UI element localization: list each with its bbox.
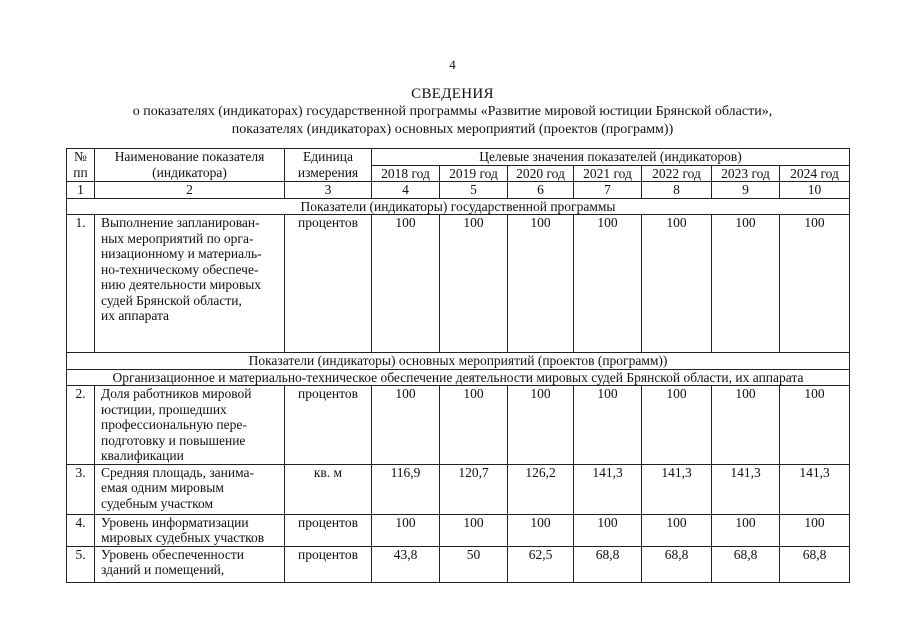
value-cell: 100: [508, 514, 574, 546]
value-cell: 100: [440, 215, 508, 353]
value-cell: 100: [574, 386, 642, 465]
header-targets: Целевые значения показателей (индикаторов): [372, 149, 850, 166]
value-cell: 100: [574, 215, 642, 353]
unit-cell: кв. м: [285, 464, 372, 514]
value-cell: 100: [712, 514, 780, 546]
col-number: 1: [67, 182, 95, 199]
col-number: 8: [642, 182, 712, 199]
indicator-name-line: Уровень информатизации: [101, 514, 249, 530]
header-num: [67, 149, 95, 182]
table-row: [67, 514, 850, 546]
col-number: 3: [285, 182, 372, 199]
table-row: [67, 386, 850, 465]
indicator-name: [95, 386, 285, 465]
table-row: [67, 464, 850, 514]
value-cell: 100: [642, 514, 712, 546]
indicator-name-line: ных мероприятий по орга-: [101, 230, 254, 246]
indicator-name-line: зданий и помещений,: [101, 562, 225, 577]
table-row: [67, 546, 850, 582]
indicator-name-line: судебным участком: [101, 495, 213, 511]
indicator-name-line: Доля работников мировой: [101, 386, 252, 401]
value-cell: 62,5: [508, 546, 574, 582]
header-num-line2: пп: [73, 164, 88, 180]
value-cell: 100: [574, 514, 642, 546]
indicator-name-line: Средняя площадь, занима-: [101, 464, 255, 480]
subsection-heading: Организационное и материально-техническое обеспечение деятельности мировых судей Брянской области, их аппарата: [67, 369, 850, 386]
unit-cell: процентов: [285, 546, 372, 582]
value-cell: 68,8: [712, 546, 780, 582]
indicator-name-line: низационному и материаль-: [101, 246, 262, 261]
header-year: 2024 год: [780, 165, 850, 182]
header-year: 2020 год: [508, 165, 574, 182]
document-subtitle-line-1: о показателях (индикаторах) государственной программы «Развитие мировой юстиции Брянской области»,: [132, 104, 773, 119]
header-unit-line1: Единица: [302, 149, 353, 164]
unit-cell: процентов: [285, 514, 372, 546]
indicator-name-line: нию деятельности мировых: [101, 277, 262, 292]
indicator-name: [95, 464, 285, 514]
header-name-line2: (индикатора): [152, 164, 227, 180]
value-cell: 100: [508, 215, 574, 353]
header-year: 2018 год: [372, 165, 440, 182]
col-number: 6: [508, 182, 574, 199]
value-cell: 100: [712, 215, 780, 353]
row-number: 2.: [67, 386, 95, 465]
indicator-name-line: юстиции, прошедших: [101, 401, 227, 417]
header-name-line1: Наименование показателя: [114, 149, 265, 164]
indicator-name: [95, 215, 285, 353]
header-year: 2023 год: [712, 165, 780, 182]
col-number: 2: [95, 182, 285, 199]
value-cell: 100: [372, 215, 440, 353]
value-cell: 116,9: [372, 464, 440, 514]
section-heading-program: Показатели (индикаторы) государственной программы: [67, 198, 850, 215]
indicator-name-line: емая одним мировым: [101, 480, 224, 495]
header-year: 2022 год: [642, 165, 712, 182]
value-cell: 100: [780, 514, 850, 546]
value-cell: 120,7: [440, 464, 508, 514]
value-cell: 68,8: [574, 546, 642, 582]
header-year: 2021 год: [574, 165, 642, 182]
value-cell: 100: [780, 386, 850, 465]
section-heading-activities: Показатели (индикаторы) основных мероприятий (проектов (программ)): [67, 353, 850, 370]
header-year: 2019 год: [440, 165, 508, 182]
value-cell: 68,8: [642, 546, 712, 582]
indicator-name-line: их аппарата: [101, 308, 170, 323]
document-title: СВЕДЕНИЯ: [411, 86, 494, 102]
col-number: 7: [574, 182, 642, 199]
row-number: 1.: [67, 215, 95, 353]
indicator-name-line: подготовку и повышение: [101, 432, 246, 448]
col-number: 5: [440, 182, 508, 199]
value-cell: 100: [642, 215, 712, 353]
row-number: 5.: [67, 546, 95, 582]
value-cell: 141,3: [642, 464, 712, 514]
column-numbers-row: [67, 182, 850, 199]
indicator-name-line: но-техническому обеспече-: [101, 261, 259, 277]
value-cell: 100: [372, 514, 440, 546]
value-cell: 43,8: [372, 546, 440, 582]
value-cell: 141,3: [712, 464, 780, 514]
header-name: [95, 149, 285, 182]
unit-cell: процентов: [285, 386, 372, 465]
document-subtitle-line-2: показателях (индикаторах) основных мероприятий (проектов (программ)): [231, 122, 674, 137]
col-number: 10: [780, 182, 850, 199]
value-cell: 100: [642, 386, 712, 465]
indicator-name-line: мировых судебных участков: [101, 530, 265, 545]
page-number: 4: [449, 57, 456, 72]
value-cell: 141,3: [780, 464, 850, 514]
header-num-line1: №: [74, 149, 87, 164]
indicator-name-line: Уровень обеспеченности: [101, 546, 244, 562]
header-unit-line2: измерения: [297, 164, 359, 180]
header-unit: [285, 149, 372, 182]
col-number: 9: [712, 182, 780, 199]
row-number: 3.: [67, 464, 95, 514]
value-cell: 126,2: [508, 464, 574, 514]
unit-cell: процентов: [285, 215, 372, 353]
value-cell: 100: [372, 386, 440, 465]
indicator-name: [95, 546, 285, 582]
indicators-table: [66, 148, 850, 583]
table-row: [67, 215, 850, 353]
indicator-name-line: квалификации: [101, 448, 184, 463]
value-cell: 100: [712, 386, 780, 465]
value-cell: 68,8: [780, 546, 850, 582]
indicator-name: [95, 514, 285, 546]
value-cell: 100: [780, 215, 850, 353]
value-cell: 100: [440, 514, 508, 546]
indicator-name-line: судей Брянской области,: [101, 292, 242, 308]
value-cell: 141,3: [574, 464, 642, 514]
col-number: 4: [372, 182, 440, 199]
value-cell: 100: [440, 386, 508, 465]
value-cell: 50: [440, 546, 508, 582]
row-number: 4.: [67, 514, 95, 546]
indicator-name-line: профессиональную пере-: [101, 417, 247, 432]
value-cell: 100: [508, 386, 574, 465]
indicator-name-line: Выполнение запланирован-: [101, 215, 260, 230]
